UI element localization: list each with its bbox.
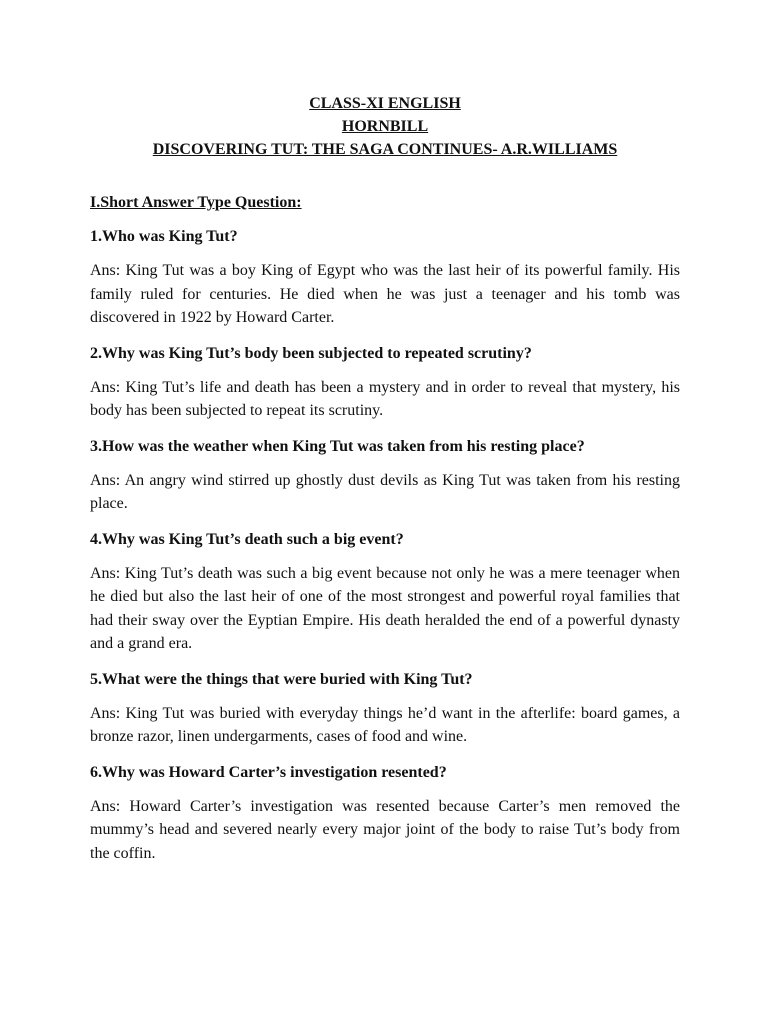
answer-6: Ans: Howard Carter’s investigation was resented because Carter’s men removed the mummy’s head and severed nearly every major joint of the body to raise Tut’s body from the coffin. <box>90 797 680 862</box>
qa-item-3 <box>90 436 680 516</box>
answer-3: Ans: An angry wind stirred up ghostly dust devils as King Tut was taken from his resting place. <box>90 471 680 512</box>
section-title: I.Short Answer Type Question: <box>90 194 302 211</box>
question-4: 4.Why was King Tut’s death such a big event? <box>90 530 404 548</box>
question-5: 5.What were the things that were buried with King Tut? <box>90 670 473 688</box>
answer-2: Ans: King Tut’s life and death has been a mystery and in order to reveal that mystery, his body has been subjected to repeat its scrutiny. <box>90 378 680 419</box>
answer-5: Ans: King Tut was buried with everyday things he’d want in the afterlife: board games, a bronze razor, linen undergarments, cases of food and wine. <box>90 704 680 745</box>
question-1: 1.Who was King Tut? <box>90 228 238 245</box>
chapter-title: DISCOVERING TUT: THE SAGA CONTINUES- A.R.WILLIAMS <box>152 141 618 158</box>
book-title: HORNBILL <box>341 118 429 135</box>
qa-item-1 <box>90 226 680 330</box>
class-title: CLASS-XI ENGLISH <box>309 95 461 112</box>
question-6: 6.Why was Howard Carter’s investigation resented? <box>90 763 447 781</box>
question-3: 3.How was the weather when King Tut was taken from his resting place? <box>90 437 585 455</box>
qa-item-4 <box>90 529 680 656</box>
document-header <box>90 92 680 161</box>
question-2: 2.Why was King Tut’s body been subjected to repeated scrutiny? <box>90 344 532 362</box>
answer-1: Ans: King Tut was a boy King of Egypt who was the last heir of its powerful family. His family ruled for centuries. He died when he was just a teenager and his tomb was discovered in 1922 by Howard Carter. <box>90 262 680 326</box>
qa-item-5 <box>90 669 680 749</box>
qa-item-2 <box>90 343 680 423</box>
answer-4: Ans: King Tut’s death was such a big event because not only he was a mere teenager when he died but also the last heir of one of the most strongest and powerful royal families that had their sway over the Eyptian Empire. His death heralded the end of a powerful dynasty and a grand era. <box>90 564 680 652</box>
qa-item-6 <box>90 762 680 866</box>
